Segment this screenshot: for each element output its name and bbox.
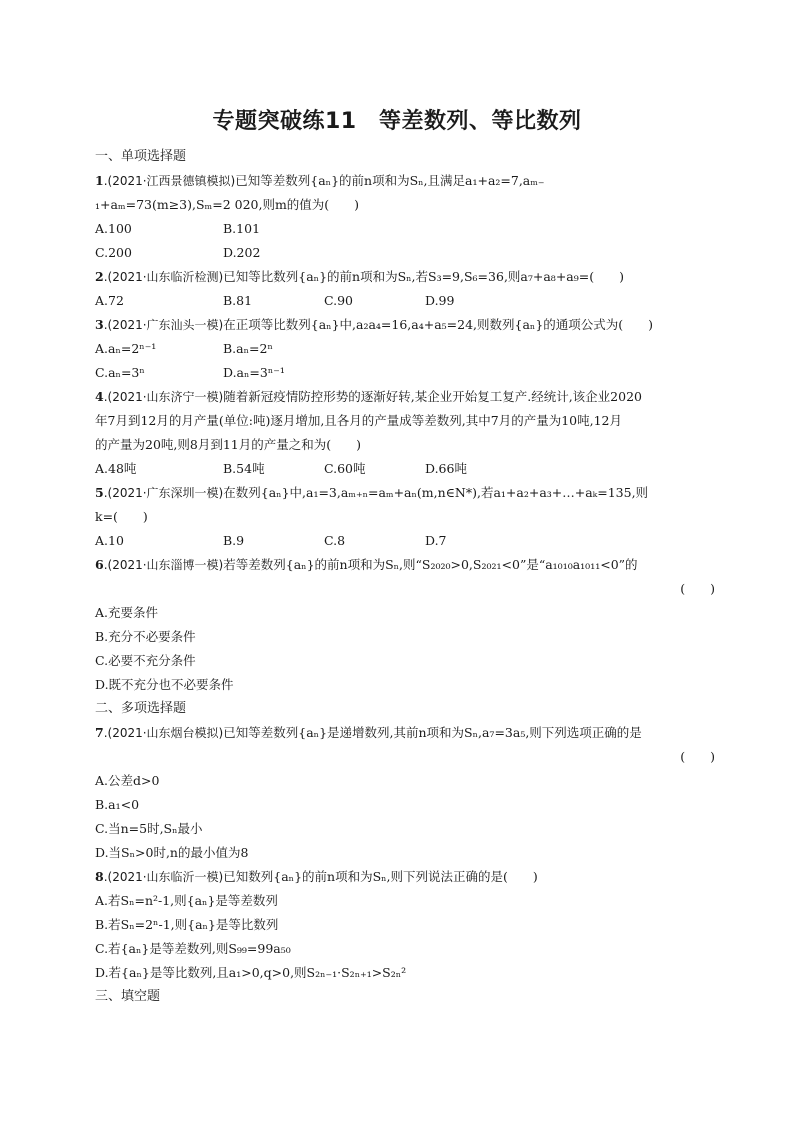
option-a: A.公差d>0 (95, 773, 160, 788)
section-multiple-choice: 二、多项选择题 (95, 701, 187, 716)
option-c: C.90 (324, 293, 353, 308)
question-text: 随着新冠疫情防控形势的逐渐好转,某企业开始复工复产.经统计,该企业2020 (223, 389, 642, 404)
question-source: .(2021·广东深圳一模) (103, 486, 224, 500)
question-text: 已知等比数列{aₙ}的前n项和为Sₙ,若S₃=9,S₆=36,则a₇+a₈+a₉=( ) (223, 269, 624, 284)
question-text: 已知数列{aₙ}的前n项和为Sₙ,则下列说法正确的是( ) (223, 869, 538, 884)
question-5 (95, 484, 715, 502)
question-number: 6 (95, 557, 104, 572)
option-b: B.充分不必要条件 (95, 629, 196, 644)
option-c: C.当n=5时,Sₙ最小 (95, 821, 203, 836)
option-c: C.若{aₙ}是等差数列,则S₉₉=99a₅₀ (95, 941, 291, 956)
option-a: A.aₙ=2ⁿ⁻¹ (95, 341, 157, 356)
option-d: D.99 (425, 293, 455, 308)
option-a: A.充要条件 (95, 605, 159, 620)
question-3 (95, 316, 715, 334)
option-b: B.9 (223, 533, 245, 548)
question-source: .(2021·山东济宁一模) (103, 390, 224, 404)
question-text: 若等差数列{aₙ}的前n项和为Sₙ,则“S₂₀₂₀>0,S₂₀₂₁<0”是“a₁₀₁₀a₁₀₁₁<0”的 (223, 557, 638, 572)
question-text: 在数列{aₙ}中,a₁=3,aₘ₊ₙ=aₘ+aₙ(m,n∈N*),若a₁+a₂+a₃+…+aₖ=135,则 (223, 485, 649, 500)
question-4-cont-1: 年7月到12月的月产量(单位:吨)逐月增加,且各月的产量成等差数列,其中7月的产量为10吨,12月 (95, 413, 623, 428)
option-a: A.10 (95, 533, 124, 548)
question-number: 7 (95, 725, 104, 740)
question-7 (95, 724, 715, 742)
question-source: .(2021·广东汕头一模) (103, 318, 224, 332)
option-a: A.72 (95, 293, 124, 308)
question-4 (95, 388, 715, 406)
question-source: .(2021·山东临沂一模) (103, 870, 224, 884)
option-c: C.200 (95, 245, 132, 260)
section-fill-in: 三、填空题 (95, 989, 161, 1004)
option-b: B.aₙ=2ⁿ (223, 341, 273, 356)
option-d: D.66吨 (425, 461, 467, 476)
option-a: A.48吨 (95, 461, 137, 476)
option-d: D.若{aₙ}是等比数列,且a₁>0,q>0,则S₂ₙ₋₁·S₂ₙ₊₁>S₂ₙ² (95, 965, 407, 980)
option-b: B.若Sₙ=2ⁿ-1,则{aₙ}是等比数列 (95, 917, 279, 932)
question-5-cont: k=( ) (95, 509, 148, 524)
option-d: D.aₙ=3ⁿ⁻¹ (223, 365, 285, 380)
option-b: B.a₁<0 (95, 797, 140, 812)
option-b: B.81 (223, 293, 253, 308)
question-8 (95, 868, 715, 886)
question-source: .(2021·山东淄博一模) (103, 558, 224, 572)
option-c: C.aₙ=3ⁿ (95, 365, 145, 380)
option-d: D.既不充分也不必要条件 (95, 677, 234, 692)
question-text: 在正项等比数列{aₙ}中,a₂a₄=16,a₄+a₅=24,则数列{aₙ}的通项公式为( ) (223, 317, 654, 332)
question-1-cont: ₁+aₘ=73(m≥3),Sₘ=2 020,则m的值为( ) (95, 197, 360, 212)
option-b: B.101 (223, 221, 261, 236)
section-single-choice: 一、单项选择题 (95, 149, 187, 164)
option-c: C.必要不充分条件 (95, 653, 196, 668)
option-d: D.202 (223, 245, 261, 260)
question-number: 4 (95, 389, 104, 404)
option-a: A.若Sₙ=n²-1,则{aₙ}是等差数列 (95, 893, 278, 908)
question-2 (95, 268, 715, 286)
question-source: .(2021·山东临沂检测) (103, 270, 224, 284)
question-number: 5 (95, 485, 104, 500)
question-source: .(2021·山东烟台模拟) (103, 726, 224, 740)
option-d: D.7 (425, 533, 447, 548)
question-number: 1 (95, 173, 104, 188)
question-source: .(2021·江西景德镇模拟) (103, 174, 236, 188)
option-c: C.8 (324, 533, 346, 548)
question-number: 3 (95, 317, 104, 332)
question-6 (95, 556, 715, 574)
option-b: B.54吨 (223, 461, 265, 476)
question-text: 已知等差数列{aₙ}的前n项和为Sₙ,且满足a₁+a₂=7,aₘ₋ (235, 173, 545, 188)
question-1 (95, 172, 715, 190)
question-4-cont-2: 的产量为20吨,则8月到11月的产量之和为( ) (95, 437, 361, 452)
option-d: D.当Sₙ>0时,n的最小值为8 (95, 845, 249, 860)
question-number: 2 (95, 269, 104, 284)
option-c: C.60吨 (324, 461, 366, 476)
question-number: 8 (95, 869, 104, 884)
page-title: 专题突破练11 等差数列、等比数列 (212, 109, 582, 134)
question-text: 已知等差数列{aₙ}是递增数列,其前n项和为Sₙ,a₇=3a₅,则下列选项正确的是 (223, 725, 642, 740)
answer-parentheses: ( ) (680, 581, 715, 596)
option-a: A.100 (95, 221, 132, 236)
answer-parentheses: ( ) (680, 749, 715, 764)
